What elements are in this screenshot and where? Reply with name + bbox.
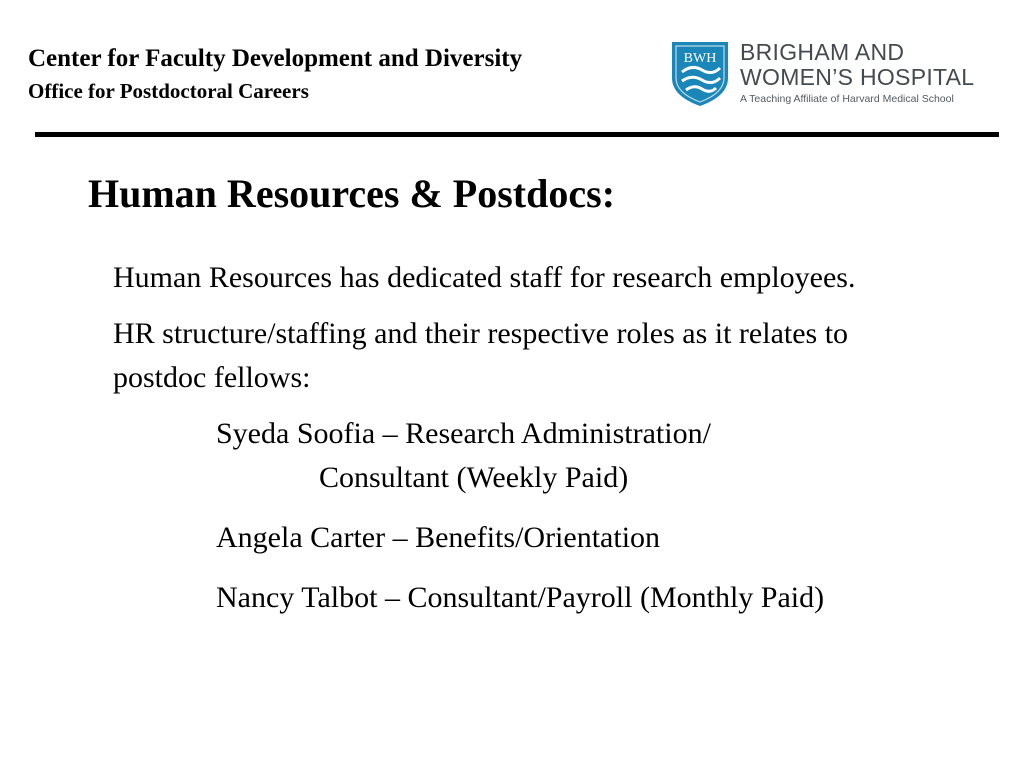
staff-name-role: Syeda Soofia – Research Administration/ <box>216 417 711 450</box>
staff-item <box>216 576 913 620</box>
bwh-logo <box>670 38 1005 110</box>
bwh-shield-icon <box>670 38 730 108</box>
staff-item <box>216 516 913 560</box>
bwh-shield-initials: BWH <box>683 51 717 66</box>
staff-name-role: Nancy Talbot – Consultant/Payroll (Monthly Paid) <box>216 581 825 614</box>
logo-line-1: BRIGHAM AND <box>740 39 905 65</box>
staff-item <box>216 412 913 500</box>
org-title: Center for Faculty Development and Diversity <box>28 45 523 72</box>
logo-line-2: WOMEN’S HOSPITAL <box>740 64 975 90</box>
header-titles <box>28 44 522 104</box>
header-divider <box>35 132 999 137</box>
paragraph-dedicated-staff: Human Resources has dedicated staff for research employees. <box>113 261 856 294</box>
logo-wordmark <box>740 40 974 106</box>
staff-role-continued: Consultant (Weekly Paid) <box>319 461 629 494</box>
org-subtitle: Office for Postdoctoral Careers <box>28 79 309 103</box>
slide-title: Human Resources & Postdocs: <box>88 171 616 216</box>
staff-name-role: Angela Carter – Benefits/Orientation <box>216 521 661 554</box>
logo-tagline: A Teaching Affiliate of Harvard Medical School <box>740 93 954 105</box>
paragraph-hr-structure: HR structure/staffing and their respective roles as it relates to postdoc fellows: <box>113 317 849 394</box>
slide-body <box>113 256 913 636</box>
